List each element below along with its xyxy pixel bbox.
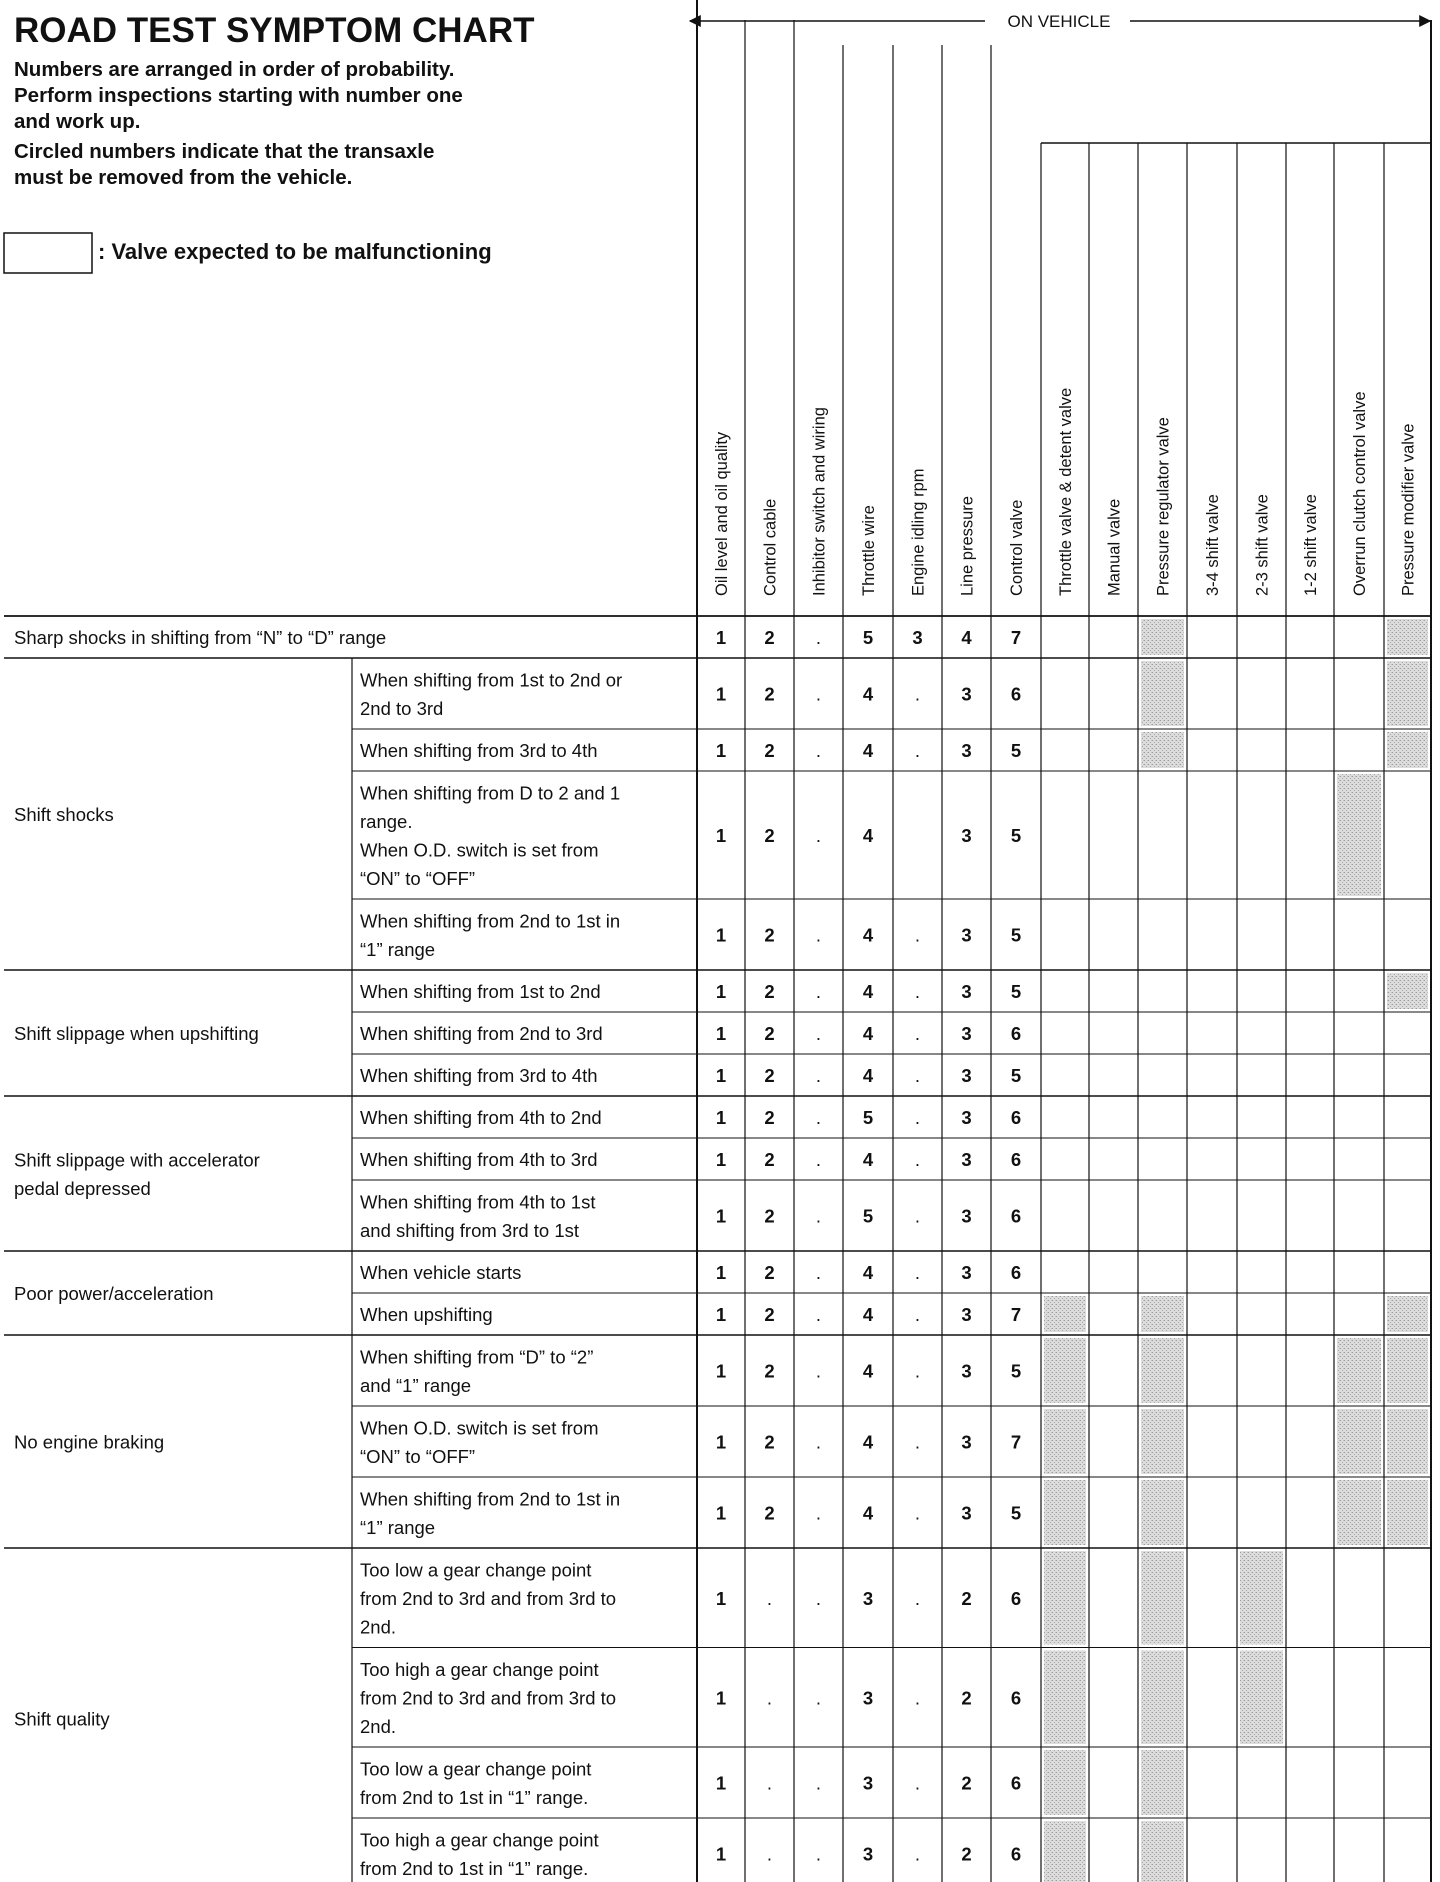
priority-number: 3: [961, 1023, 972, 1044]
priority-number: 5: [862, 1107, 874, 1128]
shaded-cell: [1240, 1651, 1283, 1745]
priority-number: 3: [912, 627, 923, 648]
shaded-cell: [1141, 1409, 1184, 1474]
shaded-cell: [1387, 732, 1428, 768]
priority-number: .: [914, 1304, 921, 1325]
column-header: Manual valve: [1105, 498, 1124, 596]
shaded-cell: [1044, 1480, 1086, 1545]
priority-number: .: [914, 1431, 921, 1453]
priority-number: .: [914, 1205, 921, 1227]
priority-number: 1: [715, 981, 727, 1002]
priority-number: 2: [764, 1360, 775, 1382]
priority-number: 1: [715, 825, 727, 846]
priority-number: 3: [961, 1205, 972, 1227]
priority-number: 5: [862, 627, 874, 648]
priority-number: 4: [862, 740, 874, 761]
priority-number: 3: [961, 924, 972, 946]
priority-number: 3: [961, 1107, 972, 1128]
shaded-cell: [1387, 1296, 1428, 1332]
priority-number: 3: [961, 740, 972, 761]
priority-number: 4: [862, 981, 874, 1002]
shaded-cell: [1387, 1338, 1428, 1403]
condition-label: When shifting from 2nd to 1st in: [360, 1488, 621, 1510]
priority-number: .: [914, 1023, 921, 1044]
priority-number: 6: [1010, 1205, 1022, 1227]
priority-number: .: [815, 981, 822, 1002]
column-header: Overrun clutch control valve: [1351, 391, 1369, 596]
priority-number: 4: [862, 683, 874, 705]
shaded-cell: [1141, 619, 1184, 655]
shaded-cell: [1044, 1409, 1086, 1474]
legend-swatch: [4, 233, 92, 273]
priority-number: 1: [715, 1843, 727, 1865]
priority-number: 5: [1010, 924, 1022, 946]
column-header: Inhibitor switch and wiring: [810, 407, 829, 596]
condition-label: from 2nd to 1st in “1” range.: [360, 1857, 589, 1879]
condition-label: Too low a gear change point: [360, 1559, 592, 1581]
shaded-cell: [1240, 1551, 1283, 1645]
condition-label: When shifting from 4th to 2nd: [360, 1107, 602, 1128]
condition-label: When shifting from 1st to 2nd or: [360, 669, 623, 691]
priority-number: .: [815, 1587, 822, 1609]
priority-number: 2: [961, 1587, 972, 1609]
priority-number: .: [815, 1431, 822, 1453]
condition-label: When shifting from 1st to 2nd: [360, 981, 601, 1002]
symptom-label: Shift slippage when upshifting: [14, 1023, 259, 1044]
condition-label: Too high a gear change point: [360, 1658, 599, 1680]
priority-number: 1: [715, 683, 727, 705]
band-label: ON VEHICLE: [1007, 12, 1111, 31]
priority-number: 1: [715, 924, 727, 946]
shaded-cell: [1044, 1750, 1086, 1815]
priority-number: 6: [1010, 1843, 1022, 1865]
condition-label: “ON” to “OFF”: [360, 867, 476, 889]
legend-text: : Valve expected to be malfunctioning: [98, 239, 492, 264]
priority-number: .: [815, 1687, 822, 1709]
priority-number: 2: [764, 1262, 775, 1283]
priority-number: 1: [715, 1149, 727, 1170]
priority-number: 5: [1010, 740, 1022, 761]
shaded-cell: [1337, 774, 1381, 896]
priority-number: 5: [1010, 1360, 1022, 1382]
priority-number: 3: [961, 683, 972, 705]
priority-number: 7: [1010, 627, 1022, 648]
condition-label: from 2nd to 1st in “1” range.: [360, 1786, 589, 1808]
priority-number: .: [815, 627, 822, 648]
shaded-cell: [1044, 1651, 1086, 1745]
priority-number: 5: [1010, 825, 1022, 846]
priority-number: 6: [1010, 1262, 1022, 1283]
priority-number: .: [815, 924, 822, 946]
priority-number: .: [914, 1587, 921, 1609]
priority-number: 3: [862, 1587, 874, 1609]
priority-number: .: [914, 1107, 921, 1128]
priority-number: 4: [862, 825, 874, 846]
priority-number: 5: [862, 1205, 874, 1227]
priority-number: 4: [862, 1360, 874, 1382]
condition-label: 2nd.: [360, 1715, 397, 1737]
shaded-cell: [1387, 1480, 1428, 1545]
condition-label: “1” range: [360, 938, 436, 960]
priority-number: 2: [961, 1687, 972, 1709]
condition-label: When shifting from 3rd to 4th: [360, 740, 598, 761]
condition-label: Too low a gear change point: [360, 1758, 592, 1780]
priority-number: .: [815, 683, 822, 705]
shaded-cell: [1337, 1480, 1381, 1545]
priority-number: .: [815, 1843, 822, 1865]
priority-number: 3: [961, 981, 972, 1002]
condition-label: When shifting from 4th to 1st: [360, 1191, 596, 1213]
priority-number: 1: [715, 1065, 727, 1086]
shaded-cell: [1141, 1821, 1184, 1882]
priority-number: 2: [764, 825, 775, 846]
page-title: ROAD TEST SYMPTOM CHART: [14, 11, 535, 50]
priority-number: 1: [715, 1107, 727, 1128]
priority-number: 3: [862, 1687, 874, 1709]
priority-number: .: [914, 740, 921, 761]
column-header: 3-4 shift valve: [1204, 494, 1222, 596]
priority-number: .: [815, 1772, 822, 1794]
priority-number: 6: [1010, 1023, 1022, 1044]
shaded-cell: [1141, 1651, 1184, 1745]
intro-line: must be removed from the vehicle.: [14, 166, 353, 189]
condition-label: When shifting from 4th to 3rd: [360, 1149, 598, 1170]
condition-label: When vehicle starts: [360, 1262, 522, 1283]
priority-number: 7: [1010, 1431, 1022, 1453]
priority-number: .: [914, 924, 921, 946]
priority-number: .: [914, 1262, 921, 1283]
priority-number: 1: [715, 1587, 727, 1609]
priority-number: .: [914, 1360, 921, 1382]
priority-number: 1: [715, 1502, 727, 1524]
column-header: Throttle valve & detent valve: [1057, 387, 1075, 596]
priority-number: 2: [764, 924, 775, 946]
priority-number: 1: [715, 1687, 727, 1709]
priority-number: .: [815, 1360, 822, 1382]
column-header: 1-2 shift valve: [1302, 494, 1320, 596]
priority-number: .: [914, 1687, 921, 1709]
priority-number: 1: [715, 1205, 727, 1227]
priority-number: 1: [715, 1023, 727, 1044]
shaded-cell: [1387, 973, 1428, 1009]
shaded-cell: [1044, 1296, 1086, 1332]
priority-number: 2: [764, 1304, 775, 1325]
priority-number: 4: [862, 1502, 874, 1524]
priority-number: .: [815, 1262, 822, 1283]
shaded-cell: [1141, 1750, 1184, 1815]
priority-number: 3: [961, 1502, 972, 1524]
shaded-cell: [1141, 1480, 1184, 1545]
priority-number: 3: [961, 1149, 972, 1170]
shaded-cell: [1387, 661, 1428, 726]
priority-number: 4: [961, 627, 972, 648]
shaded-cell: [1387, 1409, 1428, 1474]
priority-number: 2: [961, 1843, 972, 1865]
symptom-label: No engine braking: [14, 1431, 165, 1453]
priority-number: .: [914, 683, 921, 705]
priority-number: 4: [862, 1065, 874, 1086]
priority-number: 1: [715, 1262, 727, 1283]
priority-number: 2: [764, 683, 775, 705]
priority-number: 3: [961, 1065, 972, 1086]
column-header: 2-3 shift valve: [1253, 494, 1272, 596]
column-header: Engine idling rpm: [909, 468, 928, 596]
priority-number: 1: [715, 1431, 727, 1453]
priority-number: 2: [764, 1023, 775, 1044]
priority-number: 2: [764, 1205, 775, 1227]
symptom-label: Shift quality: [14, 1708, 110, 1730]
priority-number: .: [815, 1065, 822, 1086]
symptom-label: Poor power/acceleration: [14, 1283, 214, 1304]
priority-number: 2: [961, 1772, 972, 1794]
priority-number: 6: [1010, 1772, 1022, 1794]
symptom-label: pedal depressed: [14, 1177, 151, 1199]
priority-number: .: [815, 1023, 822, 1044]
priority-number: .: [815, 1304, 822, 1325]
priority-number: 6: [1010, 1587, 1022, 1609]
priority-number: 5: [1010, 1065, 1022, 1086]
priority-number: 7: [1010, 1304, 1022, 1325]
priority-number: 4: [862, 1262, 874, 1283]
priority-number: .: [914, 1065, 921, 1086]
shaded-cell: [1044, 1821, 1086, 1882]
column-header: Oil level and oil quality: [713, 431, 731, 596]
column-header: Control cable: [761, 498, 780, 596]
symptom-label: Sharp shocks in shifting from “N” to “D” range: [14, 627, 387, 648]
priority-number: 3: [961, 1262, 972, 1283]
priority-number: 2: [764, 1431, 775, 1453]
priority-number: .: [914, 1502, 921, 1524]
condition-label: When O.D. switch is set from: [360, 839, 599, 861]
condition-label: When shifting from 2nd to 3rd: [360, 1023, 603, 1044]
priority-number: 2: [764, 1502, 775, 1524]
priority-number: 5: [1010, 1502, 1022, 1524]
condition-label: from 2nd to 3rd and from 3rd to: [360, 1587, 617, 1609]
priority-number: 3: [961, 825, 972, 846]
priority-number: 2: [764, 1065, 775, 1086]
priority-number: 4: [862, 1149, 874, 1170]
intro-line: Circled numbers indicate that the transaxle: [14, 140, 435, 163]
priority-number: 4: [862, 924, 874, 946]
priority-number: .: [815, 1502, 822, 1524]
condition-label: When shifting from D to 2 and 1: [360, 782, 621, 804]
condition-label: 2nd to 3rd: [360, 697, 444, 719]
symptom-label: Shift shocks: [14, 804, 114, 825]
priority-number: .: [766, 1687, 773, 1709]
condition-label: When shifting from 2nd to 1st in: [360, 910, 621, 932]
condition-label: When O.D. switch is set from: [360, 1417, 599, 1439]
column-header: Throttle wire: [860, 505, 878, 596]
priority-number: 6: [1010, 1107, 1022, 1128]
column-header: Pressure modifier valve: [1399, 423, 1418, 596]
condition-label: When upshifting: [360, 1304, 493, 1325]
priority-number: 3: [862, 1772, 874, 1794]
shaded-cell: [1044, 1338, 1086, 1403]
shaded-cell: [1141, 732, 1184, 768]
shaded-cell: [1387, 619, 1428, 655]
priority-number: .: [815, 1107, 822, 1128]
column-header: Control valve: [1008, 499, 1026, 596]
condition-label: from 2nd to 3rd and from 3rd to: [360, 1687, 617, 1709]
priority-number: .: [815, 1149, 822, 1170]
priority-number: .: [766, 1772, 773, 1794]
column-header: Pressure regulator valve: [1154, 417, 1173, 596]
priority-number: 2: [764, 740, 775, 761]
condition-label: and shifting from 3rd to 1st: [360, 1219, 580, 1241]
condition-label: “ON” to “OFF”: [360, 1445, 476, 1467]
shaded-cell: [1141, 1338, 1184, 1403]
condition-label: range.: [360, 810, 413, 832]
priority-number: .: [815, 740, 822, 761]
priority-number: 3: [862, 1843, 874, 1865]
condition-label: and “1” range: [360, 1374, 472, 1396]
priority-number: 4: [862, 1304, 874, 1325]
condition-label: “1” range: [360, 1516, 436, 1538]
priority-number: .: [914, 1149, 921, 1170]
priority-number: 1: [715, 1304, 727, 1325]
priority-number: .: [914, 1843, 921, 1865]
priority-number: 5: [1010, 981, 1022, 1002]
priority-number: 2: [764, 981, 775, 1002]
shaded-cell: [1044, 1551, 1086, 1645]
intro-line: and work up.: [14, 110, 141, 133]
priority-number: .: [914, 981, 921, 1002]
priority-number: .: [766, 1843, 773, 1865]
priority-number: .: [815, 1205, 822, 1227]
condition-label: 2nd.: [360, 1616, 397, 1638]
priority-number: 6: [1010, 683, 1022, 705]
intro-line: Perform inspections starting with number one: [14, 84, 463, 107]
shaded-cell: [1141, 1551, 1184, 1645]
shaded-cell: [1337, 1338, 1381, 1403]
condition-label: Too high a gear change point: [360, 1829, 599, 1851]
shaded-cell: [1337, 1409, 1381, 1474]
priority-number: 1: [715, 740, 727, 761]
priority-number: .: [766, 1587, 773, 1609]
priority-number: .: [815, 825, 822, 846]
priority-number: 3: [961, 1304, 972, 1325]
symptom-label: Shift slippage with accelerator: [14, 1149, 260, 1171]
intro-line: Numbers are arranged in order of probability.: [14, 58, 455, 81]
priority-number: 3: [961, 1360, 972, 1382]
column-header: Line pressure: [958, 496, 977, 596]
priority-number: 6: [1010, 1687, 1022, 1709]
priority-number: 6: [1010, 1149, 1022, 1170]
condition-label: When shifting from 3rd to 4th: [360, 1065, 598, 1086]
priority-number: 1: [715, 1360, 727, 1382]
priority-number: 3: [961, 1431, 972, 1453]
shaded-cell: [1141, 1296, 1184, 1332]
priority-number: 4: [862, 1431, 874, 1453]
priority-number: 2: [764, 627, 775, 648]
shaded-cell: [1141, 661, 1184, 726]
priority-number: 1: [715, 1772, 727, 1794]
priority-number: 2: [764, 1107, 775, 1128]
priority-number: 4: [862, 1023, 874, 1044]
priority-number: 1: [715, 627, 727, 648]
priority-number: .: [914, 1772, 921, 1794]
priority-number: 2: [764, 1149, 775, 1170]
condition-label: When shifting from “D” to “2”: [360, 1346, 594, 1368]
